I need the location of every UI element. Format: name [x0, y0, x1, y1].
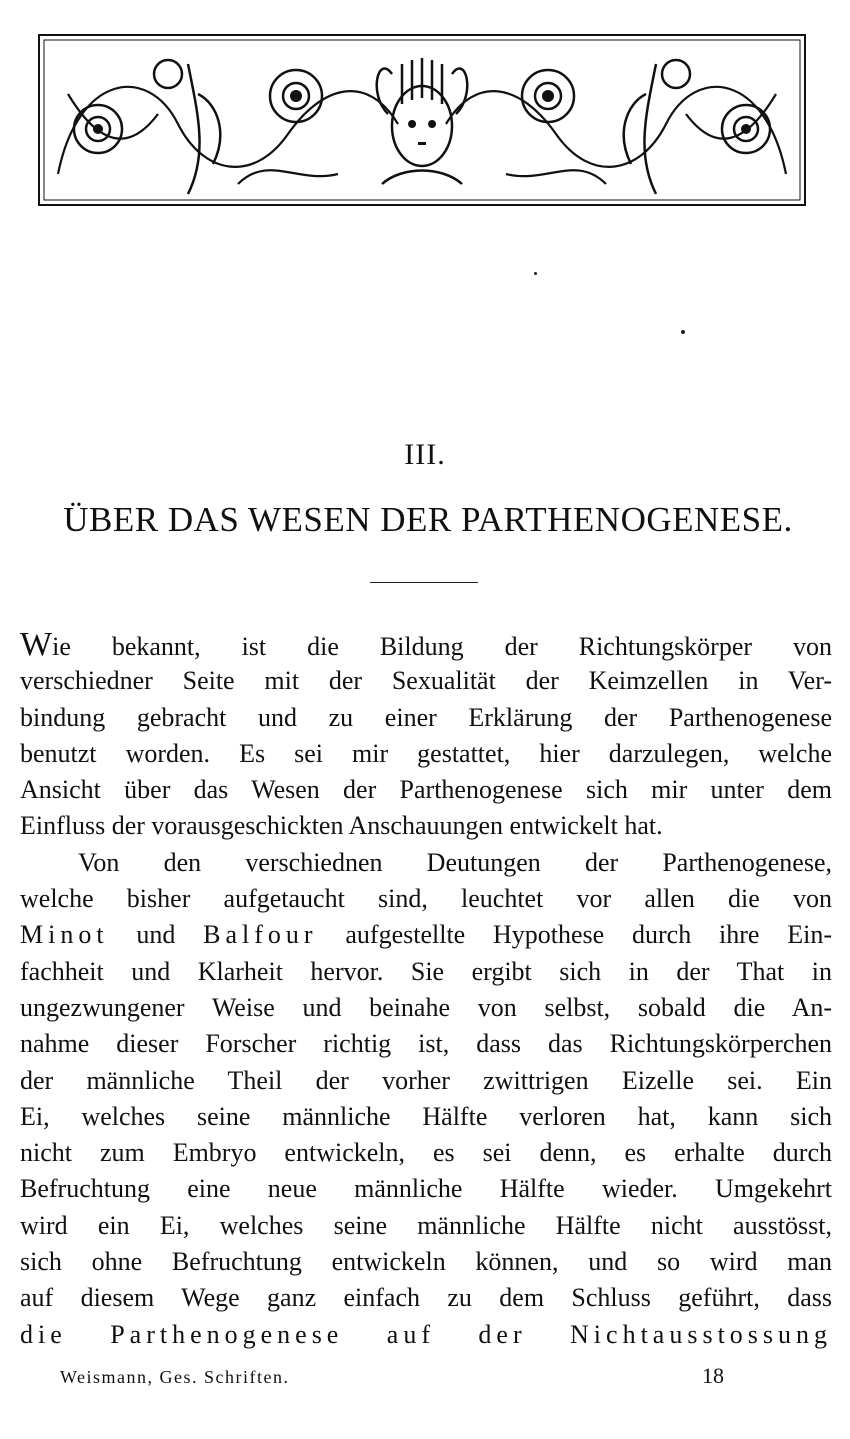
body-text	[20, 627, 832, 1353]
text-line: Von den verschiednen Deutungen der Parthenogenese,	[78, 847, 832, 877]
text-line: welche bisher aufgetaucht sind, leuchtet vor allen die von	[20, 884, 832, 914]
ink-speck	[681, 330, 685, 334]
text-line: nicht zum Embryo entwickeln, es sei denn, es erhalte durch	[20, 1138, 832, 1168]
text-line: verschiedner Seite mit der Sexualität der Keimzellen in Ver-	[20, 666, 832, 696]
ink-speck	[534, 272, 537, 275]
text-line: nahme dieser Forscher richtig ist, dass das Richtungskörperchen	[20, 1029, 832, 1059]
text-line: sich ohne Befruchtung entwickeln können, und so wird man	[20, 1247, 832, 1277]
page-number: 18	[702, 1363, 724, 1388]
title-divider	[370, 582, 478, 583]
text-line: benutzt worden. Es sei mir gestattet, hier darzulegen, welche	[20, 738, 832, 768]
text-line: Wie bekannt, ist die Bildung der Richtungskörper von	[20, 626, 832, 663]
page-footer	[60, 1363, 724, 1388]
text-line: Ei, welches seine männliche Hälfte verloren hat, kann sich	[20, 1101, 832, 1131]
text-line: Einfluss der vorausgeschickten Anschauungen entwickelt hat.	[20, 811, 663, 841]
text-line: fachheit und Klarheit hervor. Sie ergibt sich in der That in	[20, 956, 832, 986]
author-name: Minot	[20, 920, 109, 950]
text-line: ungezwungener Weise und beinahe von selbst, sobald die An-	[20, 992, 832, 1022]
footer-signature: Weismann, Ges. Schriften.	[60, 1367, 290, 1387]
chapter-title: ÜBER DAS WESEN DER PARTHENOGENESE.	[63, 500, 793, 539]
text-line: Ansicht über das Wesen der Parthenogenese sich mir unter dem	[20, 775, 832, 805]
text-line: der männliche Theil der vorher zwittrigen Eizelle sei. Ein	[20, 1065, 832, 1095]
decorative-headpiece-icon	[38, 34, 806, 206]
text-line: Befruchtung eine neue männliche Hälfte wieder. Umgekehrt	[20, 1174, 832, 1204]
text-line: wird ein Ei, welches seine männliche Hälfte nicht ausstösst,	[20, 1210, 832, 1240]
drop-cap: W	[20, 626, 53, 663]
text-line: auf diesem Wege ganz einfach zu dem Schluss geführt, dass	[20, 1283, 832, 1313]
text-line: Minot und Balfour aufgestellte Hypothese durch ihre Ein-	[20, 920, 832, 950]
text-line: die Parthenogenese auf der Nichtausstossung	[20, 1319, 833, 1349]
author-name: Balfour	[203, 920, 318, 950]
chapter-number: III.	[404, 438, 446, 471]
text-line: bindung gebracht und zu einer Erklärung der Parthenogenese	[20, 702, 832, 732]
